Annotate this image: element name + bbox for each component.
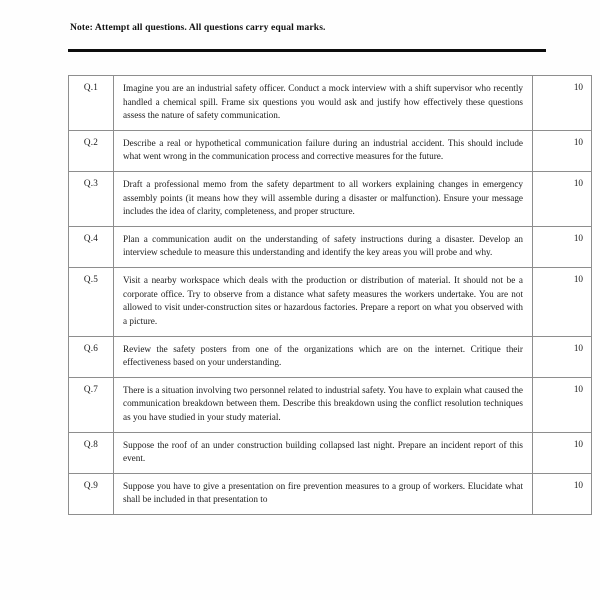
- question-number: Q.6: [69, 336, 114, 377]
- question-marks: 10: [533, 226, 592, 267]
- question-marks: 10: [533, 130, 592, 171]
- question-text: Describe a real or hypothetical communication failure during an industrial accident. This should include what went wrong in the communication process and corrective measures for the future.: [114, 130, 533, 171]
- question-marks: 10: [533, 336, 592, 377]
- question-number: Q.5: [69, 268, 114, 336]
- question-number: Q.8: [69, 432, 114, 473]
- table-row: [69, 377, 592, 432]
- horizontal-rule: [68, 49, 546, 52]
- question-number: Q.7: [69, 377, 114, 432]
- table-row: [69, 336, 592, 377]
- table-row: [69, 76, 592, 131]
- questions-table-body: [69, 76, 592, 515]
- table-row: [69, 268, 592, 336]
- question-number: Q.2: [69, 130, 114, 171]
- table-row: [69, 226, 592, 267]
- question-marks: 10: [533, 432, 592, 473]
- question-number: Q.3: [69, 172, 114, 227]
- question-text: Review the safety posters from one of the organizations which are on the internet. Critique their effectiveness based on your understanding.: [114, 336, 533, 377]
- question-marks: 10: [533, 473, 592, 514]
- question-text: Suppose the roof of an under construction building collapsed last night. Prepare an incident report of this event.: [114, 432, 533, 473]
- question-number: Q.4: [69, 226, 114, 267]
- question-text: Suppose you have to give a presentation on fire prevention measures to a group of workers. Elucidate what shall be included in that presentation to: [114, 473, 533, 514]
- question-text: Imagine you are an industrial safety officer. Conduct a mock interview with a shift supervisor who recently handled a chemical spill. Frame six questions you would ask and justify how effectively these questions assess the nature of safety communication.: [114, 76, 533, 131]
- question-text: Draft a professional memo from the safety department to all workers explaining changes in emergency assembly points (it means how they will assemble during a disaster or malfunction). Ensure your message includes the idea of clarity, completeness, and proper structure.: [114, 172, 533, 227]
- table-row: [69, 130, 592, 171]
- question-marks: 10: [533, 377, 592, 432]
- questions-table: [68, 75, 592, 515]
- instruction-note: Note: Attempt all questions. All questions carry equal marks.: [70, 22, 326, 33]
- question-text: Plan a communication audit on the understanding of safety instructions during a disaster. Develop an interview schedule to measure this understanding and identify the key areas you will probe and why.: [114, 226, 533, 267]
- question-marks: 10: [533, 172, 592, 227]
- question-text: There is a situation involving two personnel related to industrial safety. You have to explain what caused the communication breakdown between them. Describe this breakdown using the conflict resolution techniques as you have studied in your study material.: [114, 377, 533, 432]
- table-row: [69, 172, 592, 227]
- question-number: Q.9: [69, 473, 114, 514]
- question-number: Q.1: [69, 76, 114, 131]
- table-row: [69, 432, 592, 473]
- question-marks: 10: [533, 76, 592, 131]
- question-marks: 10: [533, 268, 592, 336]
- table-row: [69, 473, 592, 514]
- question-text: Visit a nearby workspace which deals with the production or distribution of material. It should not be a corporate office. Try to observe from a distance what safety measures the workers undertake. You are not allowed to visit under-construction sites or hazardous factories. Prepare a report on what you observed with a picture.: [114, 268, 533, 336]
